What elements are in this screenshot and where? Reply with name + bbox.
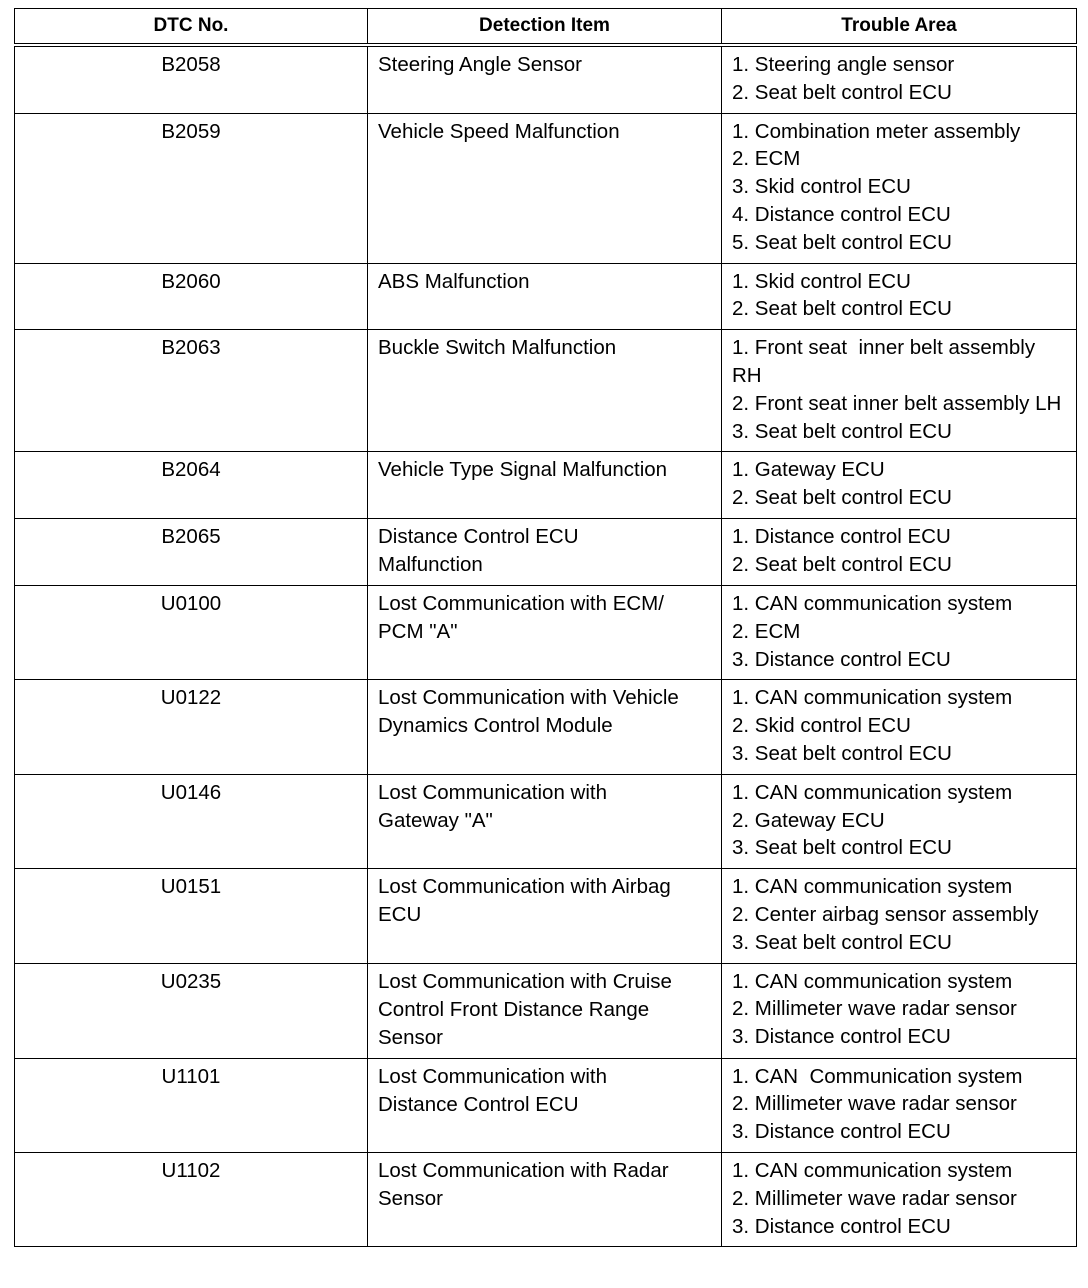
trouble-area-cell — [722, 330, 1077, 452]
table-row — [15, 585, 1077, 679]
dtc-table — [14, 8, 1077, 1247]
trouble-area-item: 2. ECM — [732, 619, 801, 643]
trouble-area-cell — [722, 1152, 1077, 1246]
trouble-area-cell — [722, 869, 1077, 963]
dtc-code-cell: B2065 — [15, 518, 368, 585]
table-row — [15, 113, 1077, 263]
trouble-area-cell — [722, 452, 1077, 519]
detection-item-cell: Vehicle Speed Malfunction — [368, 113, 722, 263]
trouble-area-item: 3. Distance control ECU — [732, 1025, 951, 1049]
trouble-area-item: 3. Skid control ECU — [732, 175, 911, 199]
dtc-code-cell: U0146 — [15, 774, 368, 868]
trouble-area-item: 2. Skid control ECU — [732, 714, 911, 738]
trouble-area-item: 1. CAN communication system — [732, 1158, 1013, 1182]
trouble-area-item: 3. Distance control ECU — [732, 1214, 951, 1238]
trouble-area-item: 3. Seat belt control ECU — [732, 741, 952, 765]
trouble-area-item: 2. Gateway ECU — [732, 808, 885, 832]
detection-item-cell: Buckle Switch Malfunction — [368, 330, 722, 452]
detection-item-cell: ABS Malfunction — [368, 263, 722, 330]
dtc-code-cell: U0100 — [15, 585, 368, 679]
detection-item-cell: Lost Communication with ECM/ PCM "A" — [368, 585, 722, 679]
trouble-area-item: 1. Combination meter assembly — [732, 119, 1021, 143]
trouble-area-item: 3. Seat belt control ECU — [732, 836, 952, 860]
table-row — [15, 45, 1077, 113]
table-row — [15, 452, 1077, 519]
trouble-area-item: 1. Skid control ECU — [732, 269, 911, 293]
dtc-code-cell: B2060 — [15, 263, 368, 330]
trouble-area-item: 2. Seat belt control ECU — [732, 486, 952, 510]
dtc-code-cell: B2063 — [15, 330, 368, 452]
header-detection-item: Detection Item — [368, 9, 722, 46]
trouble-area-cell — [722, 113, 1077, 263]
trouble-area-cell — [722, 518, 1077, 585]
header-row — [15, 9, 1077, 46]
trouble-area-item: 1. CAN Communication system — [732, 1064, 1023, 1088]
trouble-area-cell — [722, 1058, 1077, 1152]
trouble-area-item: 2. Seat belt control ECU — [732, 80, 952, 104]
detection-item-cell: Steering Angle Sensor — [368, 45, 722, 113]
trouble-area-item: 3. Seat belt control ECU — [732, 930, 952, 954]
trouble-area-cell — [722, 774, 1077, 868]
trouble-area-item: 1. Front seat inner belt assembly RH — [732, 336, 1041, 387]
trouble-area-item: 1. CAN communication system — [732, 875, 1013, 899]
trouble-area-item: 2. Front seat inner belt assembly LH — [732, 391, 1062, 415]
trouble-area-item: 1. CAN communication system — [732, 686, 1013, 710]
detection-item-cell: Distance Control ECU Malfunction — [368, 518, 722, 585]
dtc-code-cell: U1102 — [15, 1152, 368, 1246]
trouble-area-item: 2. Millimeter wave radar sensor — [732, 1186, 1017, 1210]
table-row — [15, 963, 1077, 1058]
dtc-code-cell: U0122 — [15, 680, 368, 774]
trouble-area-item: 1. CAN communication system — [732, 969, 1013, 993]
header-dtc-no: DTC No. — [15, 9, 368, 46]
trouble-area-cell — [722, 45, 1077, 113]
trouble-area-item: 4. Distance control ECU — [732, 202, 951, 226]
table-header — [15, 9, 1077, 46]
table-row — [15, 263, 1077, 330]
table-row — [15, 1058, 1077, 1152]
trouble-area-item: 2. Center airbag sensor assembly — [732, 902, 1039, 926]
trouble-area-item: 1. Steering angle sensor — [732, 53, 955, 76]
trouble-area-item: 3. Seat belt control ECU — [732, 419, 952, 443]
table-row — [15, 869, 1077, 963]
dtc-code-cell: U0235 — [15, 963, 368, 1058]
trouble-area-item: 1. Distance control ECU — [732, 524, 951, 548]
table-row — [15, 680, 1077, 774]
trouble-area-item: 5. Seat belt control ECU — [732, 230, 952, 254]
trouble-area-item: 2. Seat belt control ECU — [732, 552, 952, 576]
table-row — [15, 1152, 1077, 1246]
trouble-area-item: 1. CAN communication system — [732, 780, 1013, 804]
detection-item-cell: Vehicle Type Signal Malfunction — [368, 452, 722, 519]
trouble-area-cell — [722, 263, 1077, 330]
trouble-area-item: 2. Millimeter wave radar sensor — [732, 997, 1017, 1021]
detection-item-cell: Lost Communication with Gateway "A" — [368, 774, 722, 868]
trouble-area-item: 2. Seat belt control ECU — [732, 297, 952, 321]
trouble-area-item: 1. CAN communication system — [732, 591, 1013, 615]
dtc-code-cell: B2058 — [15, 45, 368, 113]
table-body — [15, 45, 1077, 1247]
trouble-area-item: 2. ECM — [732, 147, 801, 171]
detection-item-cell: Lost Communication with Cruise Control Front Distance Range Sensor — [368, 963, 722, 1058]
trouble-area-cell — [722, 680, 1077, 774]
detection-item-cell: Lost Communication with Distance Control ECU — [368, 1058, 722, 1152]
table-row — [15, 330, 1077, 452]
detection-item-cell: Lost Communication with Airbag ECU — [368, 869, 722, 963]
header-trouble-area: Trouble Area — [722, 9, 1077, 46]
table-row — [15, 774, 1077, 868]
trouble-area-cell — [722, 585, 1077, 679]
detection-item-cell: Lost Communication with Radar Sensor — [368, 1152, 722, 1246]
dtc-code-cell: U1101 — [15, 1058, 368, 1152]
dtc-code-cell: U0151 — [15, 869, 368, 963]
dtc-code-cell: B2059 — [15, 113, 368, 263]
detection-item-cell: Lost Communication with Vehicle Dynamics Control Module — [368, 680, 722, 774]
trouble-area-item: 2. Millimeter wave radar sensor — [732, 1092, 1017, 1116]
trouble-area-cell — [722, 963, 1077, 1058]
trouble-area-item: 3. Distance control ECU — [732, 647, 951, 671]
trouble-area-item: 3. Distance control ECU — [732, 1120, 951, 1144]
table-row — [15, 518, 1077, 585]
trouble-area-item: 1. Gateway ECU — [732, 458, 885, 482]
dtc-code-cell: B2064 — [15, 452, 368, 519]
